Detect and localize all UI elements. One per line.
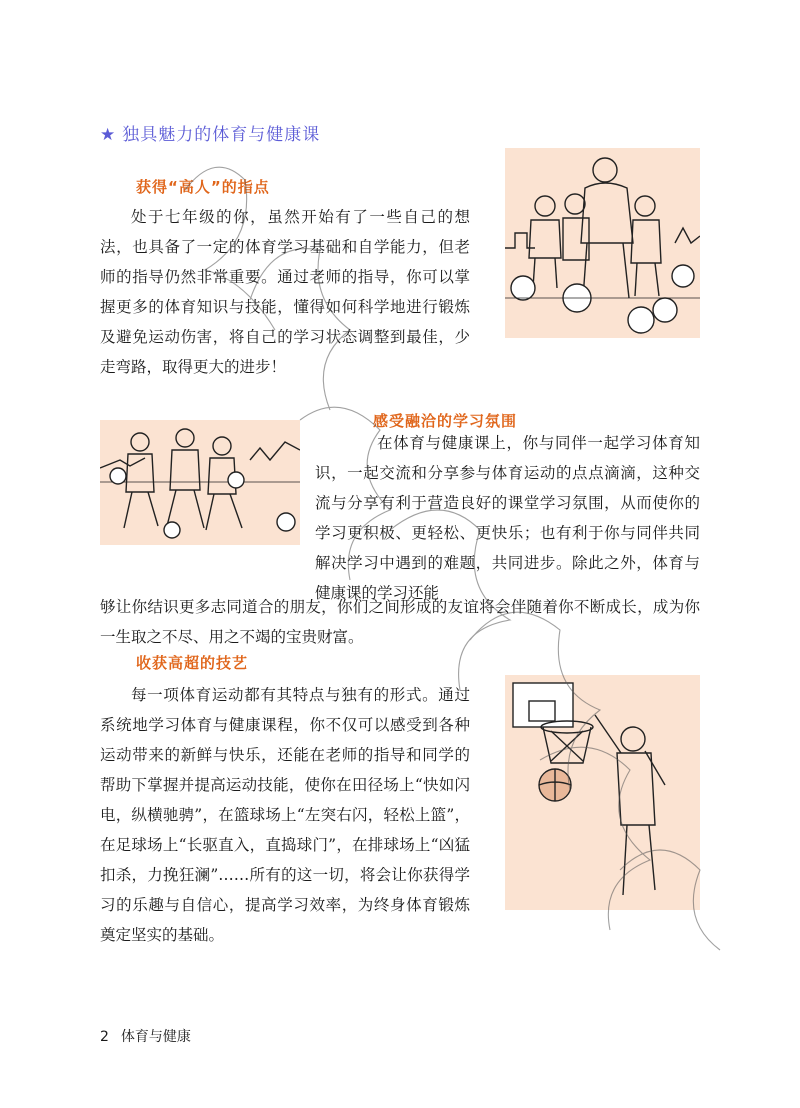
- paragraph-advanced-skills: 每一项体育运动都有其特点与独有的形式。通过系统地学习体育与健康课程，你不仅可以感受到各种运动带来的新鲜与快乐，还能在老师的指导和同学的帮助下掌握并提高运动技能，使你在田径场上“快如闪电，纵横驰骋”，在篮球场上“左突右闪，轻松上篮”，在足球场上“长驱直入，直捣球门”，在排球场上“凶猛扣杀，力挽狂澜”……所有的这一切，将会让你获得学习的乐趣与自信心，提高学习效率，为终身体育锻炼奠定坚实的基础。: [100, 686, 470, 944]
- subheading-expert-guidance: 获得“高人”的指点: [136, 178, 270, 196]
- subheading-advanced-skills: 收获高超的技艺: [136, 654, 249, 672]
- section-heading-text: 独具魅力的体育与健康课: [122, 125, 321, 145]
- page-footer: [100, 1026, 191, 1046]
- illustration-students-playing-basketball: [100, 420, 300, 545]
- illustration-teacher-with-students: [505, 148, 700, 338]
- illustration-basketball-dunk: [505, 675, 700, 910]
- paragraph-learning-atmosphere-part2: 够让你结识更多志同道合的朋友，你们之间形成的友谊将会伴随着你不断成长，成为你一生取之不尽、用之不竭的宝贵财富。: [100, 598, 700, 646]
- star-icon: ★: [100, 125, 117, 145]
- paragraph-learning-atmosphere-part1: 在体育与健康课上，你与同伴一起学习体育知识，一起交流和分享参与体育运动的点点滴滴，这种交流与分享有利于营造良好的课堂学习氛围，从而使你的学习更积极、更轻松、更快乐；也有利于你与同伴共同解决学习中遇到的难题，共同进步。除此之外，体育与健康课的学习还能: [315, 434, 700, 602]
- paragraph-expert-guidance: 处于七年级的你，虽然开始有了一些自己的想法，也具备了一定的体育学习基础和自学能力，但老师的指导仍然非常重要。通过老师的指导，你可以掌握更多的体育知识与技能，懂得如何科学地进行锻炼及避免运动伤害，将自己的学习状态调整到最佳，少走弯路，取得更大的进步！: [100, 208, 470, 376]
- book-title: 体育与健康: [120, 1029, 191, 1045]
- section-heading: [100, 120, 320, 145]
- page-number: 2: [100, 1029, 109, 1045]
- subheading-learning-atmosphere: 感受融洽的学习氛围: [373, 412, 518, 430]
